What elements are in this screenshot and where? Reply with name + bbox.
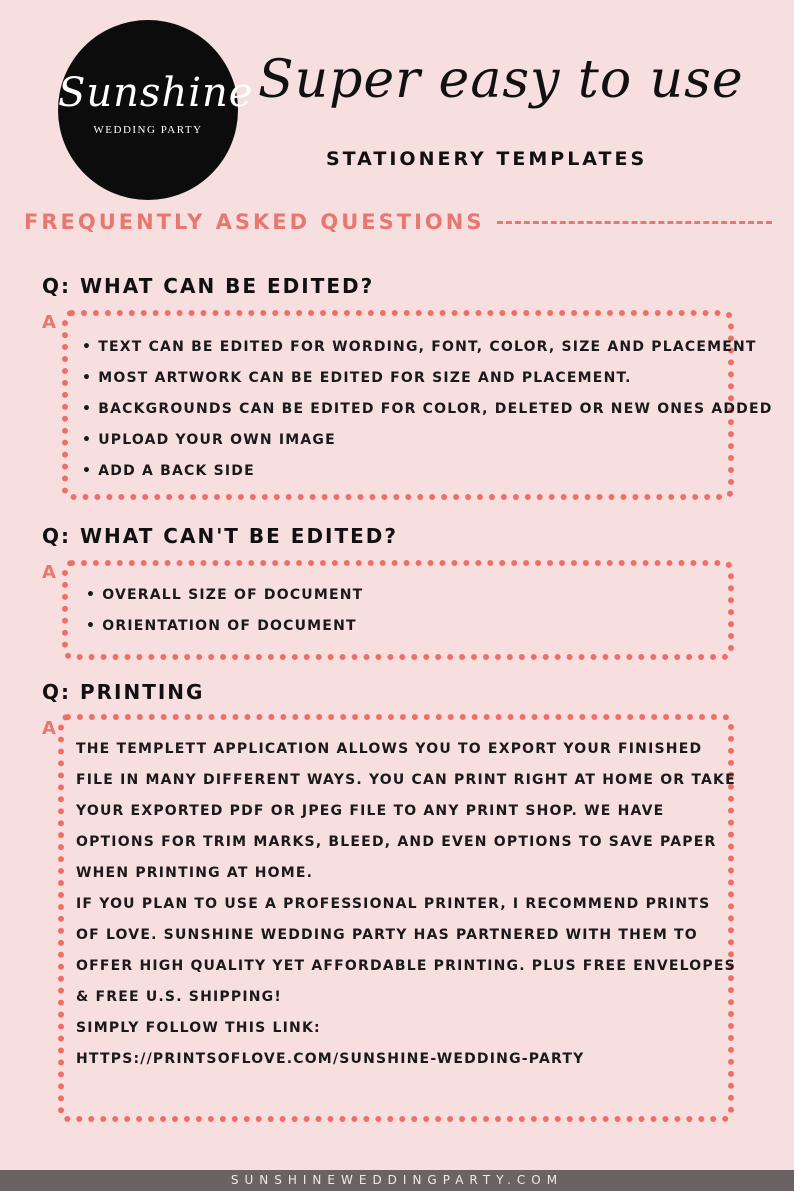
list-item: • ADD A BACK SIDE <box>82 456 773 487</box>
list-item: • MOST ARTWORK CAN BE EDITED FOR SIZE AND PLACEMENT. <box>82 363 773 394</box>
heading-dash-rule <box>497 221 772 224</box>
list-item: • TEXT CAN BE EDITED FOR WORDING, FONT, COLOR, SIZE AND PLACEMENT <box>82 332 773 363</box>
answer-marker: A <box>42 562 56 583</box>
question-what-can-be-edited: Q: WHAT CAN BE EDITED? <box>42 274 375 298</box>
printing-paragraph-1: THE TEMPLETT APPLICATION ALLOWS YOU TO EXPORT YOUR FINISHED FILE IN MANY DIFFERENT WAYS. YOU CAN PRINT RIGHT AT HOME OR TAKE YOUR EXPORTED PDF OR JPEG FILE TO ANY PRINT SHOP. WE HAVE OPTIONS FOR TRIM MARKS, BLEED, AND EVEN OPTIONS TO SAVE PAPER WHEN PRINTING AT HOME. <box>76 741 736 881</box>
list-item: • BACKGROUNDS CAN BE EDITED FOR COLOR, DELETED OR NEW ONES ADDED <box>82 394 773 425</box>
headline: Super easy to use <box>258 50 744 110</box>
link-intro: SIMPLY FOLLOW THIS LINK: <box>76 1020 321 1036</box>
subhead: STATIONERY TEMPLATES <box>326 148 648 170</box>
footer-website[interactable]: SUNSHINEWEDDINGPARTY.COM <box>230 1173 564 1187</box>
faq-heading: FREQUENTLY ASKED QUESTIONS <box>24 210 485 234</box>
printsoflove-link[interactable]: HTTPS://PRINTSOFLOVE.COM/SUNSHINE-WEDDING-PARTY <box>76 1051 585 1067</box>
logo-subtitle: WEDDING PARTY <box>93 124 203 136</box>
answer-marker: A <box>42 312 56 333</box>
q1-answer-list <box>82 332 773 487</box>
q2-answer-list <box>86 580 363 642</box>
answer-marker: A <box>42 718 56 739</box>
question-what-cant-be-edited: Q: WHAT CAN'T BE EDITED? <box>42 524 398 548</box>
list-item: • OVERALL SIZE OF DOCUMENT <box>86 580 363 611</box>
list-item: • UPLOAD YOUR OWN IMAGE <box>82 425 773 456</box>
logo-script-text: Sunshine <box>58 70 254 116</box>
list-item: • ORIENTATION OF DOCUMENT <box>86 611 363 642</box>
answer-box-q1 <box>62 310 773 500</box>
footer-bar <box>0 1170 794 1191</box>
question-printing: Q: PRINTING <box>42 680 205 704</box>
printing-paragraph-2: IF YOU PLAN TO USE A PROFESSIONAL PRINTER, I RECOMMEND PRINTS OF LOVE. SUNSHINE WEDDING PARTY HAS PARTNERED WITH THEM TO OFFER HIGH QUALITY YET AFFORDABLE PRINTING. PLUS FREE ENVELOPES & FREE U.S. SHIPPING! <box>76 896 736 1005</box>
answer-box-q2 <box>62 560 734 660</box>
logo-badge <box>58 20 254 200</box>
